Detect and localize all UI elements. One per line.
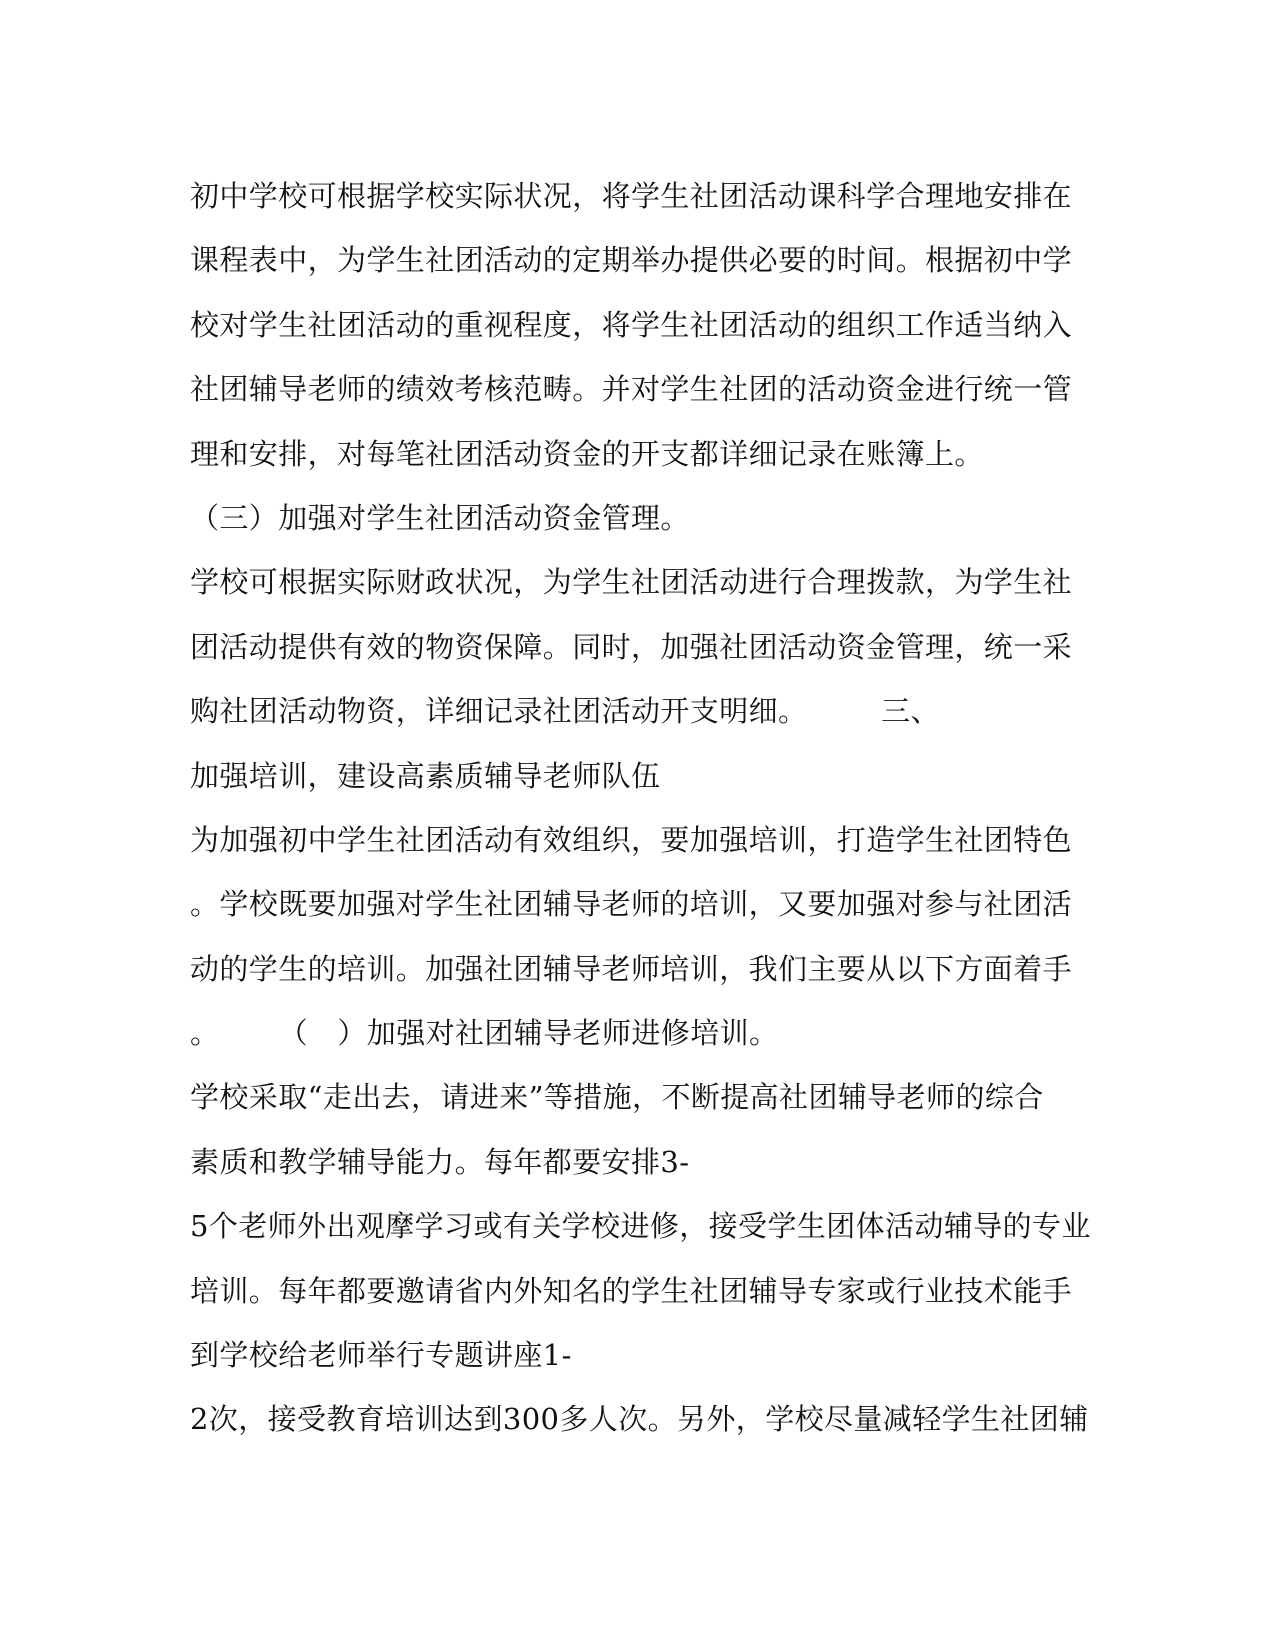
text-line: 社团辅导老师的绩效考核范畴。并对学生社团的活动资金进行统一管 [190, 372, 1073, 407]
text-line: 培训。每年都要邀请省内外知名的学生社团辅导专家或行业技术能手 [190, 1273, 1073, 1308]
section-heading: （三）加强对学生社团活动资金管理。 [190, 500, 690, 535]
text-line: 理和安排，对每笔社团活动资金的开支都详细记录在账簿上。 [190, 436, 984, 471]
text-line: 动的学生的培训。加强社团辅导老师培训，我们主要从以下方面着手 [190, 951, 1073, 986]
text-line: 到学校给老师举行专题讲座1- [190, 1338, 572, 1373]
text-line: 校对学生社团活动的重视程度，将学生社团活动的组织工作适当纳入 [190, 307, 1073, 342]
text-line: 团活动提供有效的物资保障。同时，加强社团活动资金管理，统一采 [190, 629, 1073, 664]
text-line: 初中学校可根据学校实际状况，将学生社团活动课科学合理地安排在 [190, 179, 1073, 213]
document-body [190, 164, 1090, 1452]
text-line: 学校采取“走出去，请进来”等措施，不断提高社团辅导老师的综合 [190, 1080, 1044, 1115]
text-line: 。学校既要加强对学生社团辅导老师的培训，又要加强对参与社团活 [190, 887, 1073, 922]
text-line: 为加强初中学生社团活动有效组织，要加强培训，打造学生社团特色 [190, 822, 1073, 857]
text-line: 2次，接受教育培训达到300多人次。另外，学校尽量减轻学生社团辅 [190, 1402, 1089, 1437]
text-line: 5个老师外出观摩学习或有关学校进修，接受学生团体活动辅导的专业 [190, 1209, 1091, 1244]
text-line: 学校可根据实际财政状况，为学生社团活动进行合理拨款，为学生社 [190, 565, 1073, 600]
text-line: 。 （ ）加强对社团辅导老师进修培训。 [190, 1016, 779, 1051]
text-line: 课程表中，为学生社团活动的定期举办提供必要的时间。根据初中学 [190, 243, 1073, 278]
section-heading: 加强培训，建设高素质辅导老师队伍 [190, 758, 661, 793]
text-line: 素质和教学辅导能力。每年都要安排3- [190, 1144, 690, 1179]
text-line: 购社团活动物资，详细记录社团活动开支明细。 三、 [190, 694, 940, 729]
